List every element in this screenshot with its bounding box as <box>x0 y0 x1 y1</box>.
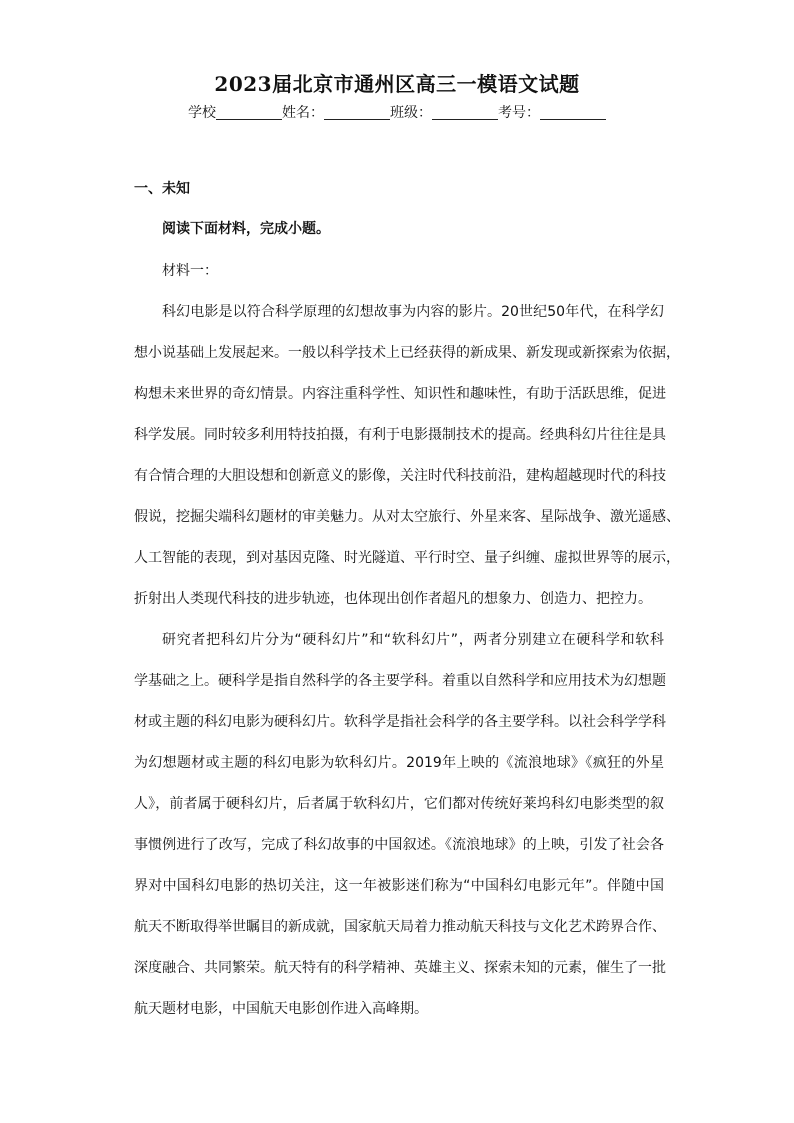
page-title: 2023届北京市通州区高三一模语文试题 <box>214 72 580 96</box>
name-blank <box>324 103 390 120</box>
paragraph-line: 航天题材电影，中国航天电影创作进入高峰期。 <box>134 1001 428 1017</box>
school-blank <box>216 103 282 120</box>
section-heading: 一、未知 <box>134 181 190 197</box>
paragraph-line: 科学发展。同时较多利用特技拍摄，有利于电影摄制技术的提高。经典科幻片往往是具 <box>134 427 666 443</box>
paragraph-line: 人工智能的表现，到对基因克隆、时光隧道、平行时空、量子纠缠、虚拟世界等的展示， <box>134 550 680 566</box>
reading-instruction: 阅读下面材料，完成小题。 <box>162 221 330 237</box>
paragraph-line: 折射出人类现代科技的进步轨迹，也体现出创作者超凡的想象力、创造力、把控力。 <box>134 591 652 607</box>
paragraph-line: 深度融合、共同繁荣。航天特有的科学精神、英雄主义、探索未知的元素，催生了一批 <box>134 960 666 976</box>
exam-no-label: 考号： <box>498 105 540 121</box>
paragraph-line: 为幻想题材或主题的科幻电影为软科幻片。2019年上映的《流浪地球》《疯狂的外星 <box>134 755 664 771</box>
exam-no-blank <box>540 103 606 120</box>
paragraph-line: 科幻电影是以符合科学原理的幻想故事为内容的影片。20世纪50年代，在科学幻 <box>162 304 664 320</box>
paragraph-line: 人》，前者属于硬科幻片，后者属于软科幻片，它们都对传统好莱坞科幻电影类型的叙 <box>134 796 664 812</box>
paragraph-line: 事惯例进行了改写，完成了科幻故事的中国叙述。《流浪地球》的上映，引发了社会各 <box>134 837 664 853</box>
material-label: 材料一： <box>162 263 218 279</box>
school-label: 学校 <box>188 105 216 121</box>
paragraph-line: 研究者把科幻片分为“硬科幻片”和“软科幻片”，两者分别建立在硬科学和软科 <box>162 632 664 648</box>
paragraph-line: 界对中国科幻电影的热切关注，这一年被影迷们称为“中国科幻电影元年”。伴随中国 <box>134 878 664 894</box>
student-info-line <box>0 102 794 122</box>
paragraph-line: 航天不断取得举世瞩目的新成就，国家航天局着力推动航天科技与文化艺术跨界合作、 <box>134 919 666 935</box>
paragraph-line: 假说，挖掘尖端科幻题材的审美魅力。从对太空旅行、外星来客、星际战争、激光遥感、 <box>134 509 680 525</box>
paragraph-1 <box>134 292 680 620</box>
class-blank <box>432 103 498 120</box>
class-label: 班级： <box>390 105 432 121</box>
paragraph-line: 材或主题的科幻电影为硬科幻片。软科学是指社会科学的各主要学科。以社会科学学科 <box>134 714 666 730</box>
paragraph-line: 有合情合理的大胆设想和创新意义的影像，关注时代科技前沿，建构超越现时代的科技 <box>134 468 666 484</box>
paragraph-2 <box>134 620 664 1030</box>
paragraph-line: 学基础之上。硬科学是指自然科学的各主要学科。着重以自然科学和应用技术为幻想题 <box>134 673 666 689</box>
paragraph-line: 想小说基础上发展起来。一般以科学技术上已经获得的新成果、新发现或新探索为依据， <box>134 345 680 361</box>
paragraph-line: 构想未来世界的奇幻情景。内容注重科学性、知识性和趣味性，有助于活跃思维，促进 <box>134 386 666 402</box>
name-label: 姓名： <box>282 105 324 121</box>
